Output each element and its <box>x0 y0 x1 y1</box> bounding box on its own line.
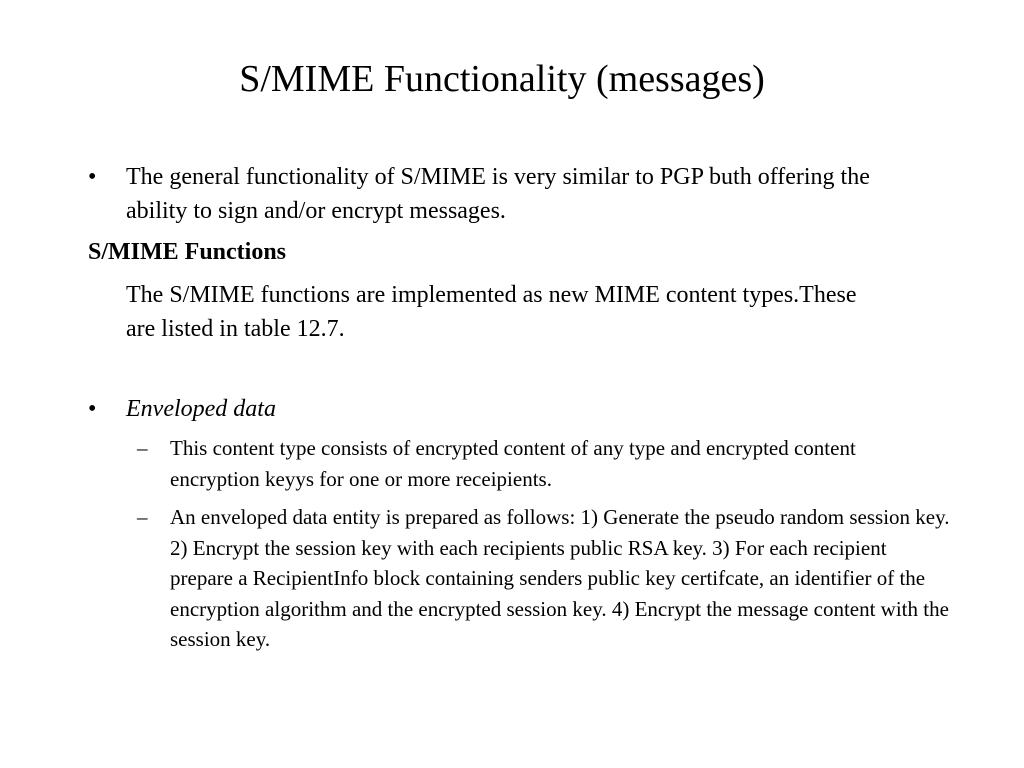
functions-text: The S/MIME functions are implemented as new MIME content types.These are listed in table 12.7. <box>126 282 857 342</box>
sub-item-text: This content type consists of encrypted content of any type and encrypted content encryption keyys for one or more receipients. <box>170 436 856 491</box>
bullet-marker: • <box>88 164 97 190</box>
sub-item-text: An enveloped data entity is prepared as follows: 1) Generate the pseudo random session key. 2) Encrypt the session key with each recipients public RSA key. 3) For each recipient prepare a RecipientInfo block containing senders public key certifcate, an identifier of the encryption algorithm and the encrypted session key. 4) Encrypt the message content with the session key. <box>170 505 950 651</box>
bullet-marker: • <box>88 396 97 422</box>
enveloped-data-bullet: Enveloped data <box>126 396 276 422</box>
intro-bullet-text: The general functionality of S/MIME is very similar to PGP buth offering the ability to sign and/or encrypt messages. <box>126 164 870 224</box>
slide-title: S/MIME Functionality (messages) <box>239 58 765 100</box>
dash-marker: – <box>137 505 148 529</box>
functions-heading: S/MIME Functions <box>88 239 287 265</box>
dash-marker: – <box>137 436 148 460</box>
